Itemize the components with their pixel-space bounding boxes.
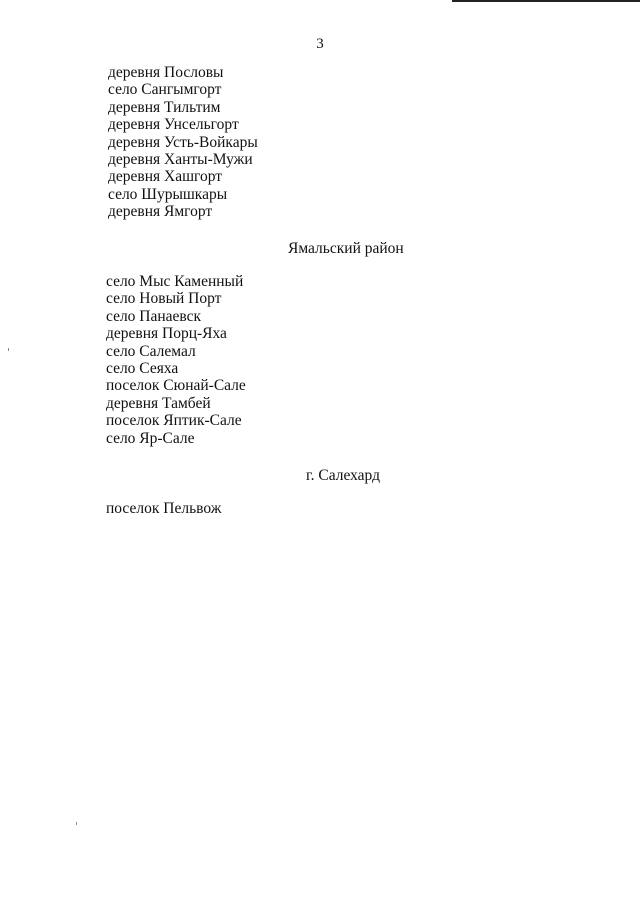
section-heading-salekhard: г. Салехард bbox=[306, 467, 380, 484]
scan-speck bbox=[76, 822, 77, 825]
list-item: деревня Хашгорт bbox=[108, 168, 223, 186]
scan-speck bbox=[8, 348, 9, 351]
top-edge-rule bbox=[452, 0, 640, 2]
list-item: поселок Пельвож bbox=[106, 500, 222, 517]
list-item: поселок Сюнай-Сале bbox=[106, 377, 246, 395]
list-item: село Панаевск bbox=[106, 307, 202, 325]
list-item: деревня Тильтим bbox=[108, 98, 221, 116]
list-item: село Сангымгорт bbox=[108, 81, 222, 99]
list-item: деревня Порц-Яха bbox=[106, 325, 227, 343]
list-item: село Мыс Каменный bbox=[106, 273, 244, 290]
list-item: село Новый Порт bbox=[106, 290, 222, 308]
list-item: село Шурышкары bbox=[108, 185, 228, 203]
settlement-list-1 bbox=[108, 64, 258, 221]
list-item: деревня Ямгорт bbox=[108, 203, 213, 221]
section-heading-yamal-district: Ямальский район bbox=[288, 240, 404, 257]
settlement-list-3 bbox=[106, 500, 221, 517]
list-item: деревня Унсельгорт bbox=[108, 116, 239, 134]
list-item: поселок Яптик-Сале bbox=[106, 412, 242, 430]
list-item: село Яр-Сале bbox=[106, 429, 195, 447]
list-item: деревня Ханты-Мужи bbox=[108, 151, 253, 169]
list-item: село Сеяха bbox=[106, 360, 179, 378]
list-item: деревня Тамбей bbox=[106, 394, 211, 412]
settlement-list-2 bbox=[106, 273, 246, 447]
list-item: деревня Пословы bbox=[108, 64, 224, 81]
list-item: деревня Усть-Войкары bbox=[108, 133, 258, 151]
page-number: 3 bbox=[316, 36, 324, 52]
list-item: село Салемал bbox=[106, 342, 196, 360]
